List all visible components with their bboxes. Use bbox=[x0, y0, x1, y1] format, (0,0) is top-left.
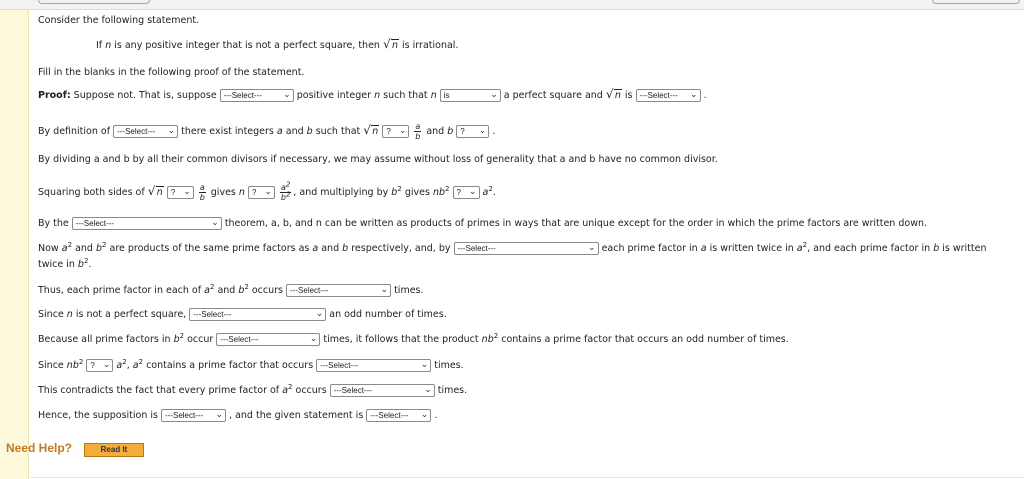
definition-select[interactable]: ---Select--- ⌄ bbox=[113, 125, 178, 138]
statement: If n is any positive integer that is not a perfect square, then √ n is irrational. bbox=[96, 37, 459, 51]
occurs-select[interactable]: ---Select--- ⌄ bbox=[316, 359, 431, 372]
now-line-cont: twice in $b^2$. bbox=[38, 256, 92, 270]
because-select[interactable]: ---Select--- ⌄ bbox=[216, 333, 320, 346]
chevron-down-icon: ⌄ bbox=[102, 359, 111, 369]
proof-label: Proof: bbox=[38, 90, 71, 101]
theorem-line: By the ---Select--- ⌄ theorem, a, b, and n can be written as products of primes in ways that are unique except for the order in which the prime factors are written down. bbox=[38, 217, 928, 229]
supposition-select[interactable]: ---Select--- ⌄ bbox=[161, 409, 226, 422]
statement-select[interactable]: ---Select--- ⌄ bbox=[366, 409, 431, 422]
chevron-down-icon: ⌄ bbox=[315, 308, 324, 318]
thus-select[interactable]: ---Select--- ⌄ bbox=[286, 284, 391, 297]
relation-select-2[interactable]: ? ⌄ bbox=[456, 125, 489, 138]
because-line: Because all prime factors in $b^2$ occur ---Select--- ⌄ times, it follows that the product $nb^2$ contains a prime factor that occurs an odd number of times. bbox=[38, 331, 789, 345]
proof-select-is[interactable]: is ⌄ bbox=[440, 89, 501, 102]
contradiction-line: This contradicts the fact that every prime factor of $a^2$ occurs ---Select--- ⌄ times. bbox=[38, 382, 468, 396]
chevron-down-icon: ⌄ bbox=[587, 242, 596, 252]
since-line-1: Since n is not a perfect square, ---Select--- ⌄ an odd number of times. bbox=[38, 308, 447, 320]
sqrt-n: √ n bbox=[605, 87, 621, 101]
since-line-2: Since $nb^2$ ? ⌄ $a^2$, $a^2$ contains a prime factor that occurs ---Select--- ⌄ times. bbox=[38, 357, 464, 371]
relation-select-3[interactable]: ? ⌄ bbox=[167, 186, 194, 199]
fraction-a-over-b: $\frac{a}{b}$ bbox=[199, 183, 205, 202]
chevron-down-icon: ⌄ bbox=[215, 409, 223, 419]
chevron-down-icon: ⌄ bbox=[478, 125, 487, 135]
proof-select-quantifier[interactable]: ---Select--- ⌄ bbox=[220, 89, 294, 102]
top-bar bbox=[0, 0, 1024, 10]
relation-select-1[interactable]: ? ⌄ bbox=[382, 125, 409, 138]
proof-select-rational[interactable]: ---Select--- ⌄ bbox=[636, 89, 701, 102]
relation-select-6[interactable]: ? ⌄ bbox=[86, 359, 113, 372]
chevron-down-icon: ⌄ bbox=[167, 125, 176, 135]
sqrt-n: √ n bbox=[382, 37, 399, 51]
chevron-down-icon: ⌄ bbox=[424, 384, 432, 394]
thus-line: Thus, each prime factor in each of $a^2$ and $b^2$ occurs ---Select--- ⌄ times. bbox=[38, 282, 424, 296]
chevron-down-icon: ⌄ bbox=[211, 217, 219, 227]
chevron-down-icon: ⌄ bbox=[380, 284, 389, 294]
definition-line: By definition of ---Select--- ⌄ there exist integers a and b such that √ n ? ⌄ $\frac{a}{b}$ and b ? ⌄ . bbox=[38, 122, 496, 141]
divide-text: By dividing a and b by all their common divisors if necessary, we may assume without loss of generality that a and b have no common divisor. bbox=[38, 154, 718, 165]
chevron-down-icon: ⌄ bbox=[309, 333, 318, 343]
sqrt-n: √ n bbox=[147, 184, 163, 198]
fraction-a-over-b: $\frac{a}{b}$ bbox=[415, 122, 421, 141]
chevron-down-icon: ⌄ bbox=[490, 89, 498, 99]
contradiction-select[interactable]: ---Select--- ⌄ bbox=[330, 384, 435, 397]
instructions-text: Fill in the blanks in the following proof of the statement. bbox=[38, 67, 305, 78]
need-help-label: Need Help? bbox=[6, 441, 73, 455]
fraction-a2-over-b2: $\frac{a^2}{b^2}$ bbox=[280, 180, 291, 202]
now-line: Now $a^2$ and $b^2$ are products of the same prime factors as a and b respectively, and, by ---Select--- ⌄ each prime factor in a is written twice in $a^2$, and each prime factor in b is written bbox=[38, 240, 987, 254]
squaring-line: Squaring both sides of √ n ? ⌄ $\frac{a}{b}$ gives n ? ⌄ $\frac{a^2}{b^2}$ , and multiplying by $b^2$ gives $nb^2$ ? ⌄ $a^2$. bbox=[38, 180, 496, 202]
top-tab-left[interactable] bbox=[38, 0, 150, 4]
chevron-down-icon: ⌄ bbox=[264, 186, 272, 196]
chevron-down-icon: ⌄ bbox=[283, 89, 291, 99]
chevron-down-icon: ⌄ bbox=[398, 125, 407, 135]
since-select[interactable]: ---Select--- ⌄ bbox=[189, 308, 326, 321]
read-it-button[interactable]: Read It bbox=[84, 443, 144, 457]
chevron-down-icon: ⌄ bbox=[420, 409, 429, 419]
relation-select-5[interactable]: ? ⌄ bbox=[453, 186, 480, 199]
relation-select-4[interactable]: ? ⌄ bbox=[248, 186, 275, 199]
footer-divider bbox=[30, 477, 1024, 478]
top-tab-right[interactable] bbox=[932, 0, 1020, 4]
proof-line-1: Proof: Suppose not. That is, suppose ---Select--- ⌄ positive integer n such that n is ⌄ a perfect square and √ n is ---Select--- ⌄ . bbox=[38, 87, 707, 101]
intro-text: Consider the following statement. bbox=[38, 15, 200, 26]
property-select[interactable]: ---Select--- ⌄ bbox=[454, 242, 599, 255]
chevron-down-icon: ⌄ bbox=[420, 359, 429, 369]
hence-line: Hence, the supposition is ---Select--- ⌄ , and the given statement is ---Select--- ⌄ . bbox=[38, 409, 438, 421]
sqrt-n: √ n bbox=[363, 123, 379, 137]
chevron-down-icon: ⌄ bbox=[468, 186, 477, 196]
theorem-select[interactable]: ---Select--- ⌄ bbox=[72, 217, 222, 230]
left-sidebar bbox=[0, 10, 29, 479]
chevron-down-icon: ⌄ bbox=[183, 186, 191, 196]
chevron-down-icon: ⌄ bbox=[690, 89, 698, 99]
